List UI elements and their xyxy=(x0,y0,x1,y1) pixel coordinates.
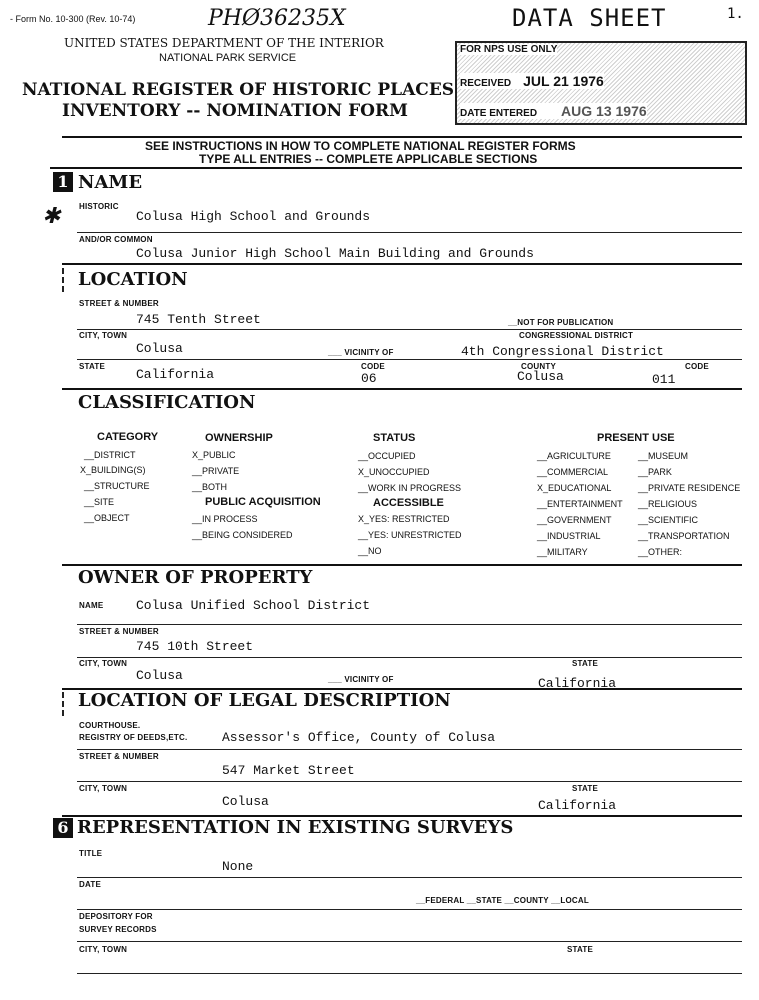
present-use-option[interactable]: __COMMERCIAL xyxy=(537,467,609,477)
legal-city-value: Colusa xyxy=(222,794,269,809)
category-option[interactable]: __STRUCTURE xyxy=(84,481,150,491)
section-title-legal: LOCATION OF LEGAL DESCRIPTION xyxy=(78,690,451,711)
owner-city-value: Colusa xyxy=(136,668,183,683)
divider xyxy=(77,941,742,942)
owner-city-label: CITY, TOWN xyxy=(79,659,128,668)
street-number-value: 745 Tenth Street xyxy=(136,312,261,327)
survey-title-value: None xyxy=(222,859,254,874)
present-use-option[interactable]: __RELIGIOUS xyxy=(638,499,698,509)
accessible-option[interactable]: __NO xyxy=(358,546,382,556)
date-entered-value: AUG 13 1976 xyxy=(561,103,647,119)
divider xyxy=(77,232,742,233)
county-code-label: CODE xyxy=(685,362,709,371)
page-number: 1. xyxy=(727,6,744,22)
section-title-location: LOCATION xyxy=(78,269,188,290)
congressional-district-label: CONGRESSIONAL DISTRICT xyxy=(519,331,634,340)
owner-name-value: Colusa Unified School District xyxy=(136,598,371,613)
form-title-2: INVENTORY -- NOMINATION FORM xyxy=(62,101,408,121)
accessible-option[interactable]: X_YES: RESTRICTED xyxy=(358,514,450,524)
state-label: STATE xyxy=(79,362,106,371)
present-use-option[interactable]: __GOVERNMENT xyxy=(537,515,612,525)
common-name-label: AND/OR COMMON xyxy=(79,235,153,244)
present-use-option[interactable]: __TRANSPORTATION xyxy=(638,531,730,541)
divider xyxy=(62,388,742,390)
congressional-district-value: 4th Congressional District xyxy=(461,344,664,359)
present-use-heading: PRESENT USE xyxy=(597,432,675,444)
present-use-option[interactable]: __SCIENTIFIC xyxy=(638,515,699,525)
ownership-option[interactable]: __PRIVATE xyxy=(192,466,240,476)
code-label: CODE xyxy=(361,362,385,371)
divider xyxy=(50,167,742,169)
present-use-option[interactable]: X_EDUCATIONAL xyxy=(537,483,612,493)
nps-use-box xyxy=(455,41,747,125)
data-sheet-stamp: DATA SHEET xyxy=(512,4,667,32)
accessible-heading: ACCESSIBLE xyxy=(373,497,444,509)
margin-mark xyxy=(62,692,64,716)
not-for-publication: __NOT FOR PUBLICATION xyxy=(508,318,614,327)
received-date: JUL 21 1976 xyxy=(523,73,604,89)
instructions-line-1: SEE INSTRUCTIONS IN HOW TO COMPLETE NATIONAL REGISTER FORMS xyxy=(145,139,576,153)
category-option[interactable]: __SITE xyxy=(84,497,115,507)
status-option[interactable]: __WORK IN PROGRESS xyxy=(358,483,462,493)
status-option[interactable]: __OCCUPIED xyxy=(358,451,416,461)
survey-city-label: CITY, TOWN xyxy=(79,945,128,954)
owner-street-label: STREET & NUMBER xyxy=(79,627,159,636)
present-use-option[interactable]: __INDUSTRIAL xyxy=(537,531,601,541)
divider xyxy=(77,909,742,910)
divider xyxy=(62,564,742,566)
survey-state-label: STATE xyxy=(567,945,594,954)
ownership-heading: OWNERSHIP xyxy=(205,432,273,444)
legal-state-value: California xyxy=(538,798,617,813)
historic-name-value: Colusa High School and Grounds xyxy=(136,209,371,224)
registry-label: REGISTRY OF DEEDS,ETC. xyxy=(79,733,188,742)
county-value: Colusa xyxy=(517,369,564,384)
present-use-option[interactable]: __AGRICULTURE xyxy=(537,451,611,461)
legal-street-label: STREET & NUMBER xyxy=(79,752,159,761)
survey-date-label: DATE xyxy=(79,880,101,889)
city-town-label: CITY, TOWN xyxy=(79,331,128,340)
state-code-value: 06 xyxy=(361,371,377,386)
date-entered-label: DATE ENTERED AUG 13 1976 xyxy=(460,103,647,119)
depository-label: DEPOSITORY FOR xyxy=(79,912,153,921)
survey-records-label: SURVEY RECORDS xyxy=(79,925,157,934)
divider xyxy=(77,749,742,750)
category-option[interactable]: __DISTRICT xyxy=(84,450,136,460)
courthouse-value: Assessor's Office, County of Colusa xyxy=(222,730,496,745)
ownership-option[interactable]: __BOTH xyxy=(192,482,228,492)
survey-scope-options[interactable]: __FEDERAL __STATE __COUNTY __LOCAL xyxy=(416,896,589,905)
divider xyxy=(77,359,742,360)
present-use-option[interactable]: __PARK xyxy=(638,467,672,477)
divider xyxy=(62,263,742,265)
margin-mark xyxy=(62,268,64,292)
common-name-value: Colusa Junior High School Main Building and Grounds xyxy=(136,246,534,261)
present-use-option[interactable]: __PRIVATE RESIDENCE xyxy=(638,483,741,493)
section-title-surveys: REPRESENTATION IN EXISTING SURVEYS xyxy=(77,817,514,838)
divider xyxy=(77,781,742,782)
present-use-option[interactable]: __MUSEUM xyxy=(638,451,689,461)
form-number: - Form No. 10-300 (Rev. 10-74) xyxy=(10,14,136,24)
instructions-line-2: TYPE ALL ENTRIES -- COMPLETE APPLICABLE SECTIONS xyxy=(199,152,538,166)
form-title-1: NATIONAL REGISTER OF HISTORIC PLACES xyxy=(22,80,455,100)
nps-use-only-label: FOR NPS USE ONLY xyxy=(460,44,558,55)
legal-state-label: STATE xyxy=(572,784,599,793)
category-option[interactable]: X_BUILDING(S) xyxy=(80,465,146,475)
owner-state-label: STATE xyxy=(572,659,599,668)
acquisition-option[interactable]: __IN PROCESS xyxy=(192,514,258,524)
legal-city-label: CITY, TOWN xyxy=(79,784,128,793)
divider xyxy=(77,973,742,974)
vicinity-of-label: ___ VICINITY OF xyxy=(328,348,394,357)
accessible-option[interactable]: __YES: UNRESTRICTED xyxy=(358,530,462,540)
present-use-option[interactable]: __MILITARY xyxy=(537,547,588,557)
section-number-1: 1 xyxy=(53,172,73,192)
section-number-6: 6 xyxy=(53,818,73,838)
handwritten-id: PHØ36235X xyxy=(208,6,346,31)
divider xyxy=(62,136,742,138)
section-title-classification: CLASSIFICATION xyxy=(78,392,256,413)
owner-state-value: California xyxy=(538,676,617,691)
category-heading: CATEGORY xyxy=(97,431,159,443)
present-use-option[interactable]: __ENTERTAINMENT xyxy=(537,499,623,509)
received-label: RECEIVED JUL 21 1976 xyxy=(460,73,604,89)
historic-label: HISTORIC xyxy=(79,202,119,211)
owner-street-value: 745 10th Street xyxy=(136,639,254,654)
state-value: California xyxy=(136,367,215,382)
public-acquisition-heading: PUBLIC ACQUISITION xyxy=(205,496,321,508)
owner-name-label: NAME xyxy=(79,601,104,610)
city-value: Colusa xyxy=(136,341,183,356)
owner-vicinity-label: ___ VICINITY OF xyxy=(328,675,394,684)
divider xyxy=(77,624,742,625)
category-option[interactable]: __OBJECT xyxy=(84,513,130,523)
divider xyxy=(77,329,742,330)
service-name: NATIONAL PARK SERVICE xyxy=(159,52,297,64)
county-label: COUNTY xyxy=(521,362,556,371)
survey-title-label: TITLE xyxy=(79,849,103,858)
present-use-option[interactable]: __OTHER: xyxy=(638,547,683,557)
divider xyxy=(77,657,742,658)
divider xyxy=(77,877,742,878)
county-code-value: 011 xyxy=(652,372,676,387)
agency-name: UNITED STATES DEPARTMENT OF THE INTERIOR xyxy=(64,36,384,50)
street-number-label: STREET & NUMBER xyxy=(79,299,159,308)
handwritten-asterisk: ✱ xyxy=(42,204,61,229)
section-title-name: NAME xyxy=(78,172,143,193)
status-option[interactable]: X_UNOCCUPIED xyxy=(358,467,430,477)
ownership-option[interactable]: X_PUBLIC xyxy=(192,450,236,460)
acquisition-option[interactable]: __BEING CONSIDERED xyxy=(192,530,293,540)
section-title-owner: OWNER OF PROPERTY xyxy=(78,567,313,588)
courthouse-label: COURTHOUSE. xyxy=(79,721,141,730)
legal-street-value: 547 Market Street xyxy=(222,763,355,778)
status-heading: STATUS xyxy=(373,432,416,444)
